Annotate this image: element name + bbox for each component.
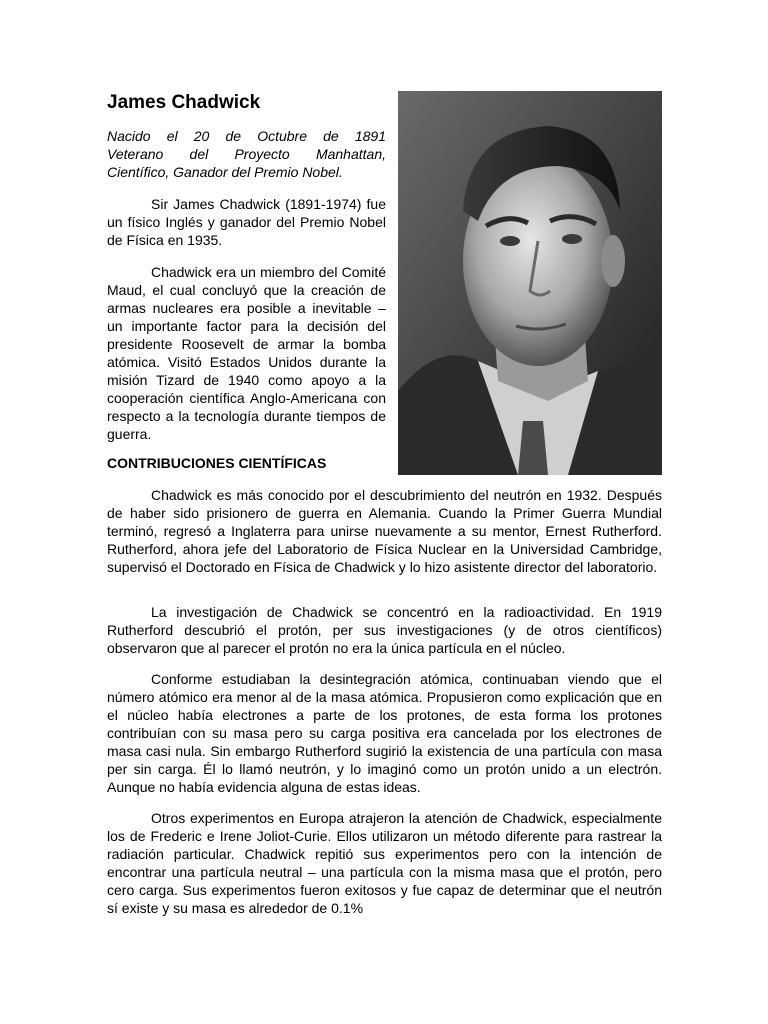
body-paragraph: Chadwick es más conocido por el descubrimiento del neutrón en 1932. Después de haber sido prisionero de guerra en Alemania. Cuando la Primer Guerra Mundial terminó, regresó a Inglaterra para unirse nuevamente a su mentor, Ernest Rutherford. Rutherford, ahora jefe del Laboratorio de Física Nuclear en la Universidad Cambridge, supervisó el Doctorado en Física de Chadwick y lo hizo asistente director del laboratorio.	[107, 487, 662, 575]
section-heading: CONTRIBUCIONES CIENTÍFICAS	[107, 455, 327, 471]
subtitle-line: Nacido el 20 de Octubre de 1891	[107, 128, 386, 144]
subtitle	[107, 127, 386, 181]
intro-paragraph: Chadwick era un miembro del Comité Maud, el cual concluyó que la creación de armas nucleares era posible a inevitable – un importante factor para la decisión del presidente Roosevelt de armar la bomba atómica. Visitó Estados Unidos durante la misión Tizard de 1940 como apoyo a la cooperación científica Anglo-Americana con respecto a la tecnología durante tiempos de guerra.	[107, 264, 386, 442]
page-title: James Chadwick	[107, 92, 261, 113]
portrait-photo	[398, 91, 662, 475]
intro-paragraph: Sir James Chadwick (1891-1974) fue un físico Inglés y ganador del Premio Nobel de Física en 1935.	[107, 196, 386, 248]
body-paragraph: Otros experimentos en Europa atrajeron la atención de Chadwick, especialmente los de Frederic e Irene Joliot-Curie. Ellos utilizaron un método diferente para rastrear la radiación particular. Chadwick repitió sus experimentos pero con la intención de encontrar una partícula neutral – una partícula con la misma masa que el protón, pero cero carga. Sus experimentos fueron exitosos y fue capaz de determinar que el neutrón sí existe y su masa es alrededor de 0.1%	[107, 810, 662, 916]
body-paragraph: Conforme estudiaban la desintegración atómica, continuaban viendo que el número atómico era menor al de la masa atómica. Propusieron como explicación que en el núcleo había electrones a parte de los protones, de esta forma los protones contribuían con su masa pero su carga positiva era cancelada por los electrones de masa casi nula. Sin embargo Rutherford sugirió la existencia de una partícula con masa per sin carga. Él lo llamó neutrón, y lo imaginó como un protón unido a un electrón. Aunque no había evidencia alguna de estas ideas.	[107, 671, 662, 795]
subtitle-line: Científico, Ganador del Premio Nobel.	[107, 164, 343, 180]
body-paragraph: La investigación de Chadwick se concentró en la radioactividad. En 1919 Rutherford descubrió el protón, per sus investigaciones (y de otros científicos) observaron que al parecer el protón no era la única partícula en el núcleo.	[107, 604, 662, 656]
subtitle-line: Veterano del Proyecto Manhattan,	[107, 146, 386, 162]
